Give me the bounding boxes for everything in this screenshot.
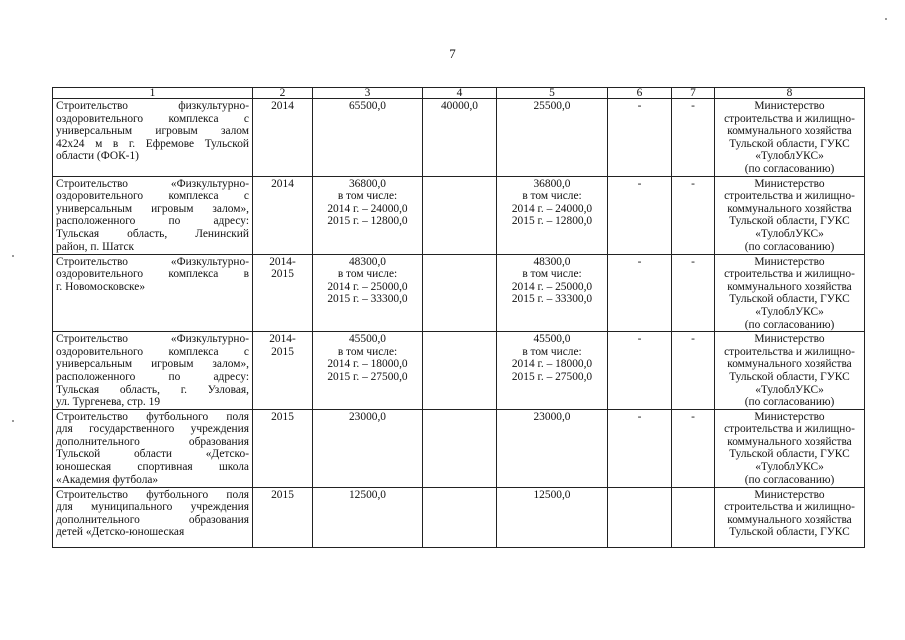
name_lines-line: ул. Тургенева, стр. 19 xyxy=(56,396,161,409)
regional-line: 2015 г. – 12800,0 xyxy=(511,215,593,228)
name_lines-line: Тульская область, г. Узловая, xyxy=(56,383,249,396)
regional-line: в том числе: xyxy=(522,345,582,358)
scan-mark xyxy=(12,255,14,257)
name_lines-line: дополнительного образования xyxy=(56,435,249,448)
year-cell xyxy=(253,332,313,410)
col7-cell: - xyxy=(672,99,715,177)
header-cell-7: 7 xyxy=(672,88,715,99)
executor-line: «ТулоблУКС» xyxy=(755,150,824,163)
name_lines-line: Строительство «Физкультурно- xyxy=(56,333,249,346)
table-row xyxy=(53,254,865,332)
col7-cell: - xyxy=(672,254,715,332)
regional-amount-cell xyxy=(497,332,608,410)
executor-line: (по согласованию) xyxy=(744,318,835,331)
total-line: 2014 г. – 24000,0 xyxy=(327,202,408,215)
executor-cell xyxy=(715,99,865,177)
federal-line: 40000,0 xyxy=(440,100,479,112)
year-line: 2015 xyxy=(271,410,294,423)
name_lines-line: Строительство футбольного поля xyxy=(56,410,249,423)
executor-line: (по согласованию) xyxy=(744,473,835,486)
name_lines-line: детей «Детско-юношеская xyxy=(56,526,185,539)
header-cell-2: 2 xyxy=(253,88,313,99)
header-cell-5: 5 xyxy=(497,88,608,99)
executor-line: коммунального хозяйства xyxy=(727,435,852,448)
header-cell-1: 1 xyxy=(53,88,253,99)
executor-line: строительства и жилищно- xyxy=(724,423,855,436)
regional-amount-cell xyxy=(497,487,608,547)
executor-line: Тульской области, ГУКС xyxy=(729,137,850,150)
name_lines-line: расположенного по адресу: xyxy=(56,215,249,228)
federal-amount-cell xyxy=(423,254,497,332)
name_lines-line: дополнительного образования xyxy=(56,513,249,526)
table-body xyxy=(53,88,865,548)
header-cell-8: 8 xyxy=(715,88,865,99)
regional-line: в том числе: xyxy=(522,190,582,203)
name_lines-line: 42х24 м в г. Ефремове Тульской xyxy=(56,137,249,150)
executor-line: Министерство xyxy=(754,333,825,346)
year-cell xyxy=(253,409,313,487)
regional-amount-cell xyxy=(497,99,608,177)
name_lines-line: оздоровительного комплекса с xyxy=(56,112,249,125)
total-line: 23000,0 xyxy=(348,410,387,423)
total-amount-cell xyxy=(313,487,423,547)
name_lines-line: Тульской области «Детско- xyxy=(56,448,249,461)
executor-line: строительства и жилищно- xyxy=(724,345,855,358)
executor-line: коммунального хозяйства xyxy=(727,125,852,138)
regional-amount-cell xyxy=(497,176,608,254)
regional-line: 12500,0 xyxy=(533,488,571,501)
regional-line: 2015 г. – 27500,0 xyxy=(511,370,593,383)
executor-line: Министерство xyxy=(754,488,825,501)
executor-line: «ТулоблУКС» xyxy=(755,461,824,474)
executor-cell xyxy=(715,176,865,254)
name_lines-line: Строительство физкультурно- xyxy=(56,100,249,112)
year-line: 2014 xyxy=(271,177,294,190)
regional-line: 36800,0 xyxy=(533,177,571,190)
executor-line: Тульской области, ГУКС xyxy=(729,293,850,306)
name_lines-line: Строительство футбольного поля xyxy=(56,488,249,501)
year-line: 2014- xyxy=(269,255,296,268)
total-line: 12500,0 xyxy=(348,488,387,501)
name_lines-line: оздоровительного комплекса в xyxy=(56,268,249,281)
col7-cell: - xyxy=(672,332,715,410)
project-name-cell xyxy=(53,487,253,547)
executor-line: Министерство xyxy=(754,410,825,423)
total-amount-cell xyxy=(313,409,423,487)
total-amount-cell xyxy=(313,332,423,410)
regional-line: 25500,0 xyxy=(533,100,571,112)
header-cell-6: 6 xyxy=(608,88,672,99)
executor-line: коммунального хозяйства xyxy=(727,280,852,293)
total-amount-cell xyxy=(313,254,423,332)
table-row xyxy=(53,409,865,487)
col7-cell: - xyxy=(672,176,715,254)
executor-cell xyxy=(715,332,865,410)
executor-cell xyxy=(715,487,865,547)
executor-line: (по согласованию) xyxy=(744,396,835,409)
executor-cell xyxy=(715,254,865,332)
program-table xyxy=(52,87,865,548)
col6-cell: - xyxy=(608,332,672,410)
col7-cell xyxy=(672,487,715,547)
year-line: 2014- xyxy=(269,333,296,346)
name_lines-line: универсальным игровым залом xyxy=(56,125,249,138)
year-line: 2014 xyxy=(271,100,294,112)
name_lines-line: «Академия футбола» xyxy=(56,473,159,486)
executor-line: Тульской области, ГУКС xyxy=(729,370,850,383)
executor-cell xyxy=(715,409,865,487)
project-name-cell xyxy=(53,254,253,332)
regional-line: 48300,0 xyxy=(533,255,571,268)
col6-cell: - xyxy=(608,409,672,487)
total-line: 2014 г. – 18000,0 xyxy=(327,358,408,371)
regional-line: 2015 г. – 33300,0 xyxy=(511,293,593,306)
executor-line: коммунального хозяйства xyxy=(727,358,852,371)
executor-line: Тульской области, ГУКС xyxy=(729,215,850,228)
executor-line: Министерство xyxy=(754,255,825,268)
total-line: 2015 г. – 12800,0 xyxy=(327,215,408,228)
col6-cell: - xyxy=(608,176,672,254)
total-line: 2015 г. – 27500,0 xyxy=(327,370,408,383)
year-cell xyxy=(253,99,313,177)
name_lines-line: Строительство «Физкультурно- xyxy=(56,255,249,268)
name_lines-line: район, п. Шатск xyxy=(56,240,135,253)
total-line: 65500,0 xyxy=(348,100,387,112)
executor-line: коммунального хозяйства xyxy=(727,513,852,526)
project-name-cell xyxy=(53,99,253,177)
regional-line: 2014 г. – 25000,0 xyxy=(511,280,593,293)
col6-cell xyxy=(608,487,672,547)
regional-line: в том числе: xyxy=(522,268,582,281)
executor-line: Тульской области, ГУКС xyxy=(729,526,850,539)
name_lines-line: для государственного учреждения xyxy=(56,423,249,436)
executor-line: коммунального хозяйства xyxy=(727,202,852,215)
header-row xyxy=(53,88,865,99)
executor-line: Тульской области, ГУКС xyxy=(729,448,850,461)
header-cell-4: 4 xyxy=(423,88,497,99)
page-number: 7 xyxy=(449,46,456,61)
executor-line: (по согласованию) xyxy=(744,162,835,175)
year-line: 2015 xyxy=(271,268,294,281)
executor-line: «ТулоблУКС» xyxy=(755,383,824,396)
regional-amount-cell xyxy=(497,409,608,487)
project-name-cell xyxy=(53,332,253,410)
federal-amount-cell xyxy=(423,409,497,487)
total-line: 48300,0 xyxy=(348,255,387,268)
federal-amount-cell xyxy=(423,487,497,547)
year-line: 2015 xyxy=(271,345,294,358)
executor-line: Министерство xyxy=(754,100,825,112)
executor-line: «ТулоблУКС» xyxy=(755,305,824,318)
name_lines-line: расположенного по адресу: xyxy=(56,370,249,383)
regional-line: 45500,0 xyxy=(533,333,571,346)
table-row xyxy=(53,176,865,254)
table-row xyxy=(53,332,865,410)
federal-amount-cell xyxy=(423,99,497,177)
executor-line: (по согласованию) xyxy=(744,240,835,253)
year-line: 2015 xyxy=(271,488,294,501)
year-cell xyxy=(253,254,313,332)
federal-amount-cell xyxy=(423,176,497,254)
total-amount-cell xyxy=(313,99,423,177)
name_lines-line: универсальным игровым залом», xyxy=(56,358,249,371)
total-line: в том числе: xyxy=(337,190,398,203)
name_lines-line: универсальным игровым залом», xyxy=(56,202,249,215)
name_lines-line: Тульская область, Ленинский xyxy=(56,227,249,240)
total-line: 36800,0 xyxy=(348,177,387,190)
total-amount-cell xyxy=(313,176,423,254)
executor-line: строительства и жилищно- xyxy=(724,268,855,281)
federal-amount-cell xyxy=(423,332,497,410)
executor-line: строительства и жилищно- xyxy=(724,501,855,514)
total-line: в том числе: xyxy=(337,345,398,358)
executor-line: «ТулоблУКС» xyxy=(755,227,824,240)
project-name-cell xyxy=(53,176,253,254)
name_lines-line: оздоровительного комплекса с xyxy=(56,345,249,358)
name_lines-line: юношеская спортивная школа xyxy=(56,461,249,474)
executor-line: строительства и жилищно- xyxy=(724,112,855,125)
total-line: 45500,0 xyxy=(348,333,387,346)
total-line: 2015 г. – 33300,0 xyxy=(327,293,408,306)
regional-line: 2014 г. – 18000,0 xyxy=(511,358,593,371)
executor-line: строительства и жилищно- xyxy=(724,190,855,203)
total-line: 2014 г. – 25000,0 xyxy=(327,280,408,293)
header-cell-3: 3 xyxy=(313,88,423,99)
table-row xyxy=(53,99,865,177)
scan-mark xyxy=(885,18,887,20)
table-row xyxy=(53,487,865,547)
col6-cell: - xyxy=(608,99,672,177)
name_lines-line: области (ФОК-1) xyxy=(56,150,139,163)
name_lines-line: г. Новомосковске» xyxy=(56,280,146,293)
year-cell xyxy=(253,176,313,254)
regional-amount-cell xyxy=(497,254,608,332)
name_lines-line: для муниципального учреждения xyxy=(56,501,249,514)
regional-line: 2014 г. – 24000,0 xyxy=(511,202,593,215)
regional-line: 23000,0 xyxy=(533,410,571,423)
col7-cell: - xyxy=(672,409,715,487)
col6-cell: - xyxy=(608,254,672,332)
year-cell xyxy=(253,487,313,547)
total-line: в том числе: xyxy=(337,268,398,281)
scan-mark xyxy=(12,420,14,422)
name_lines-line: Строительство «Физкультурно- xyxy=(56,177,249,190)
executor-line: Министерство xyxy=(754,177,825,190)
name_lines-line: оздоровительного комплекса с xyxy=(56,190,249,203)
project-name-cell xyxy=(53,409,253,487)
